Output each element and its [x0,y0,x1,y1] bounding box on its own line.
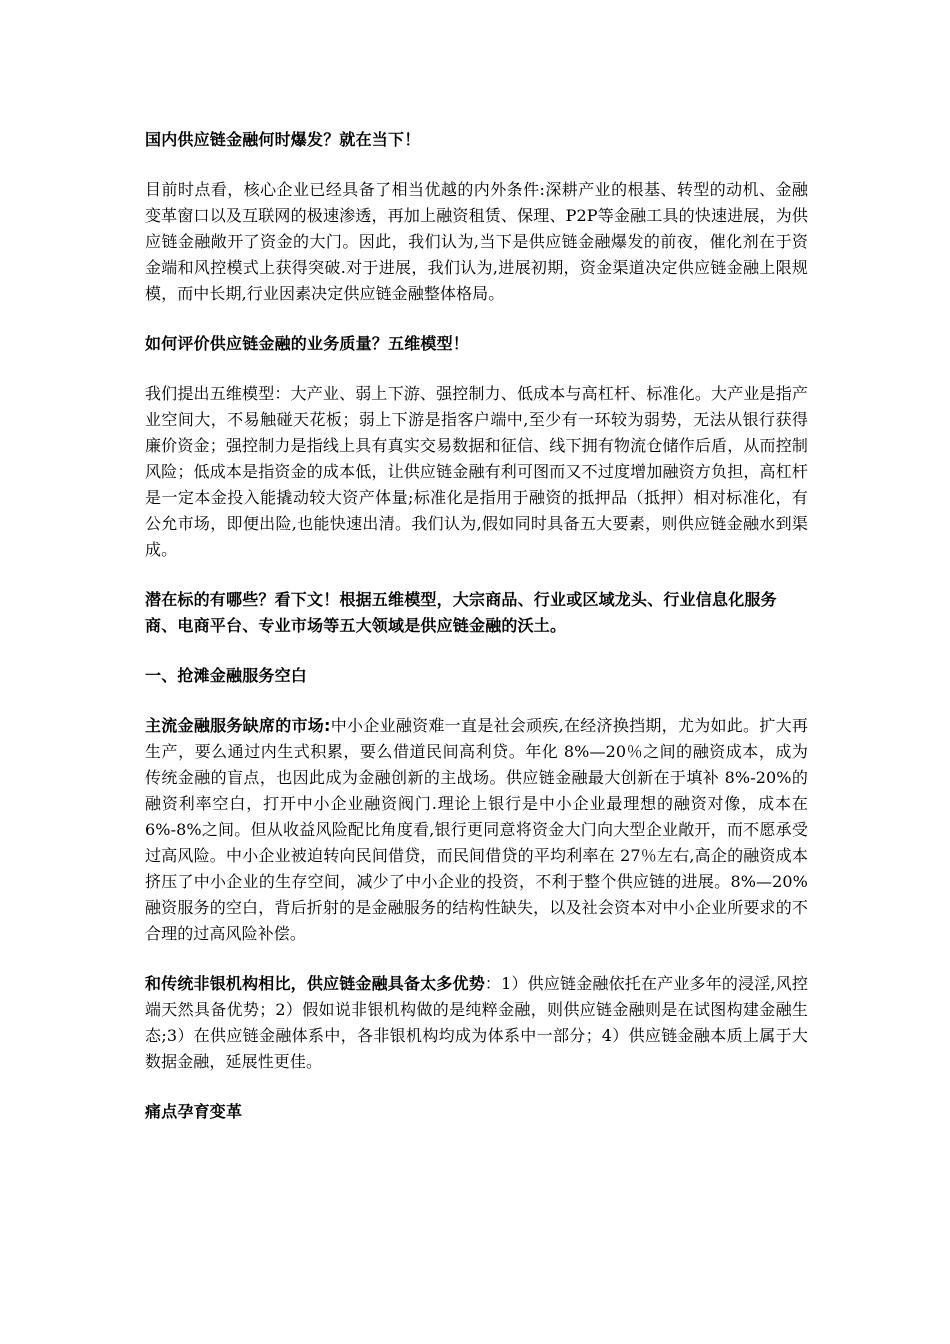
section-heading-financial-gap: 一、抢滩金融服务空白 [145,666,308,685]
paragraph-five-dimension-model: 我们提出五维模型：大产业、弱上下游、强控制力、低成本与高杠杆、标准化。大产业是指产业空间大，不易触碰天花板；弱上下游是指客户端中,至少有一环较为弱势，无法从银行获得廉价资金；强控制力是指线上具有真实交易数据和征信、线下拥有物流仓储作后盾，从而控制风险；低成本是指资金的成本低，让供应链金融有利可图而又不过度增加融资方负担，高杠杆是一定本金投入能撬动较大资产体量;标准化是指用于融资的抵押品（抵押）相对标准化，有公允市场，即便出险,也能快速出清。我们认为,假如同时具备五大要素，则供应链金融水到渠成。 [145,384,808,559]
paragraph-advantages [145,971,808,1075]
document-page [145,127,808,1125]
paragraph-body-absent-market: 中小企业融资难一直是社会顽疾,在经济换挡期，尤为如此。扩大再生产，要么通过内生式积累，要么借道民间高利贷。年化 8%—20％之间的融资成本，成为传统金融的盲点，也因此成为金融创新的主战场。供应链金融最大创新在于填补 8%-20%的融资利率空白，打开中小企业融资阀门.理论上银行是中小企业最理想的融资对像，成本在 6%-8%之间。但从收益风险配比角度看,银行更同意将资金大门向大型企业敞开，而不愿承受过高风险。中小企业被迫转向民间借贷，而民间借贷的平均利率在 27％左右,高企的融资成本挤压了中小企业的生存空间，减少了中小企业的投资，不利于整个供应链的进展。8%—20%融资服务的空白，背后折射的是金融服务的结构性缺失，以及社会资本对中小企业所要求的不合理的过高风险补偿。 [145,716,808,943]
paragraph-lead-absent-market: 主流金融服务缺席的市场: [145,716,331,735]
paragraph-lead-advantages: 和传统非银机构相比，供应链金融具备太多优势 [145,974,485,993]
section-heading-timing: 国内供应链金融何时爆发？就在当下！ [145,130,421,149]
paragraph-timing: 目前时点看，核心企业已经具备了相当优越的内外条件:深耕产业的根基、转型的动机、金融变革窗口以及互联网的极速渗透，再加上融资租赁、保理、P2P等金融工具的快速进展，为供应链金融敞开了资金的大门。因此，我们认为,当下是供应链金融爆发的前夜，催化剂在于资金端和风控模式上获得突破.对于进展，我们认为,进展初期，资金渠道决定供应链金融上限规模，而中长期,行业因素决定供应链金融整体格局。 [145,180,808,303]
paragraph-absent-mainstream-finance [145,713,808,947]
section-heading-five-dimension-model: 如何评价供应链金融的业务质量？五维模型！ [145,334,470,353]
section-heading-potential-targets: 潜在标的有哪些？看下文！根据五维模型，大宗商品、行业或区域龙头、行业信息化服务商、电商平台、专业市场等五大领域是供应链金融的沃土。 [145,590,777,635]
section-heading-pain-points: 痛点孕育变革 [145,1102,243,1121]
paragraph-body-advantages: ：1）供应链金融依托在产业多年的浸淫,风控端天然具备优势；2）假如说非银机构做的是纯粹金融，则供应链金融则是在试图构建金融生态;3）在供应链金融体系中，各非银机构均成为体系中一部分；4）供应链金融本质上属于大数据金融，延展性更佳。 [145,974,808,1071]
